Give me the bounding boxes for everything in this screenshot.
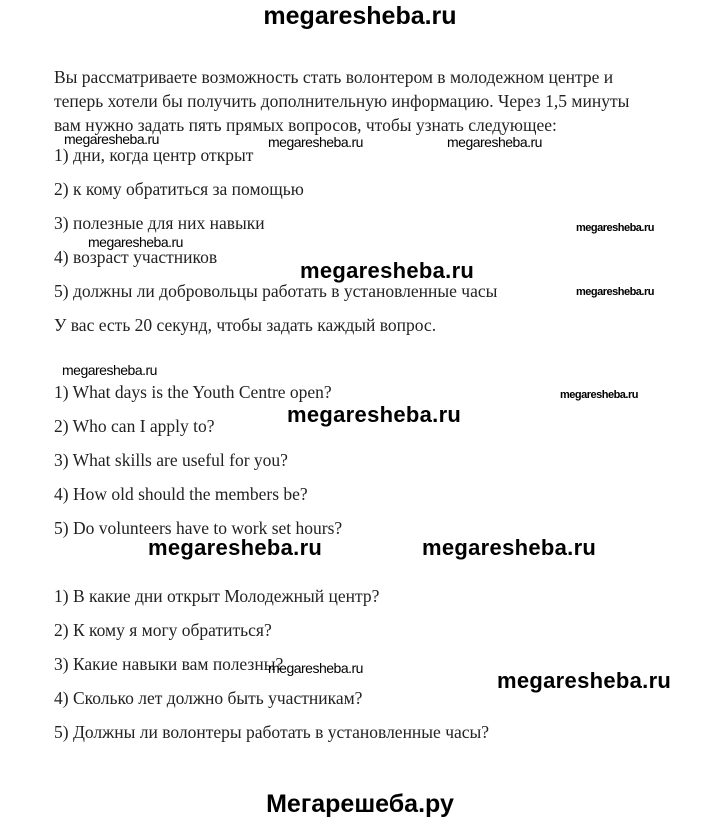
watermark: megaresheba.ru	[300, 258, 475, 283]
english-question: 4) How old should the members be?	[54, 484, 308, 504]
intro-line: теперь хотели бы получить дополнительную информацию. Через 1,5 минуты	[54, 91, 630, 111]
russian-question: 3) Какие навыки вам полезны?	[54, 654, 284, 674]
english-question: 1) What days is the Youth Centre open?	[54, 382, 332, 402]
watermark: megaresheba.ru	[422, 535, 597, 560]
english-question: 2) Who can I apply to?	[54, 416, 215, 436]
watermark: megaresheba.ru	[268, 660, 363, 676]
watermark: megaresheba.ru	[62, 362, 157, 378]
watermark: megaresheba.ru	[268, 134, 363, 150]
intro-line: Вы рассматриваете возможность стать волонтером в молодежном центре и	[54, 67, 614, 87]
russian-question: 2) К кому я могу обратиться?	[54, 620, 272, 640]
watermark: megaresheba.ru	[88, 234, 183, 250]
watermark: megaresheba.ru	[497, 668, 672, 693]
english-question: 3) What skills are useful for you?	[54, 450, 288, 470]
english-question: 5) Do volunteers have to work set hours?	[54, 518, 343, 538]
task-item: 1) дни, когда центр открыт	[54, 145, 254, 165]
russian-question: 5) Должны ли волонтеры работать в установленные часы?	[54, 722, 490, 742]
russian-question: 4) Сколько лет должно быть участникам?	[54, 688, 363, 708]
task-item: 5) должны ли добровольцы работать в установленные часы	[54, 281, 498, 301]
watermark: megaresheba.ru	[560, 389, 638, 401]
russian-question: 1) В какие дни открыт Молодежный центр?	[54, 586, 380, 606]
task-item: 4) возраст участников	[54, 247, 218, 267]
task-item: 2) к кому обратиться за помощью	[54, 179, 304, 199]
task-item: 3) полезные для них навыки	[54, 213, 265, 233]
watermark: megaresheba.ru	[447, 134, 542, 150]
site-header: megaresheba.ru	[263, 2, 457, 30]
watermark: megaresheba.ru	[287, 402, 462, 427]
watermark: megaresheba.ru	[576, 222, 654, 234]
site-footer: Мегарешеба.ру	[266, 790, 454, 818]
time-note: У вас есть 20 секунд, чтобы задать каждый вопрос.	[54, 315, 437, 335]
watermark: megaresheba.ru	[64, 131, 159, 147]
watermark: megaresheba.ru	[148, 535, 323, 560]
watermark: megaresheba.ru	[576, 286, 654, 298]
intro-line: вам нужно задать пять прямых вопросов, чтобы узнать следующее:	[54, 115, 557, 135]
